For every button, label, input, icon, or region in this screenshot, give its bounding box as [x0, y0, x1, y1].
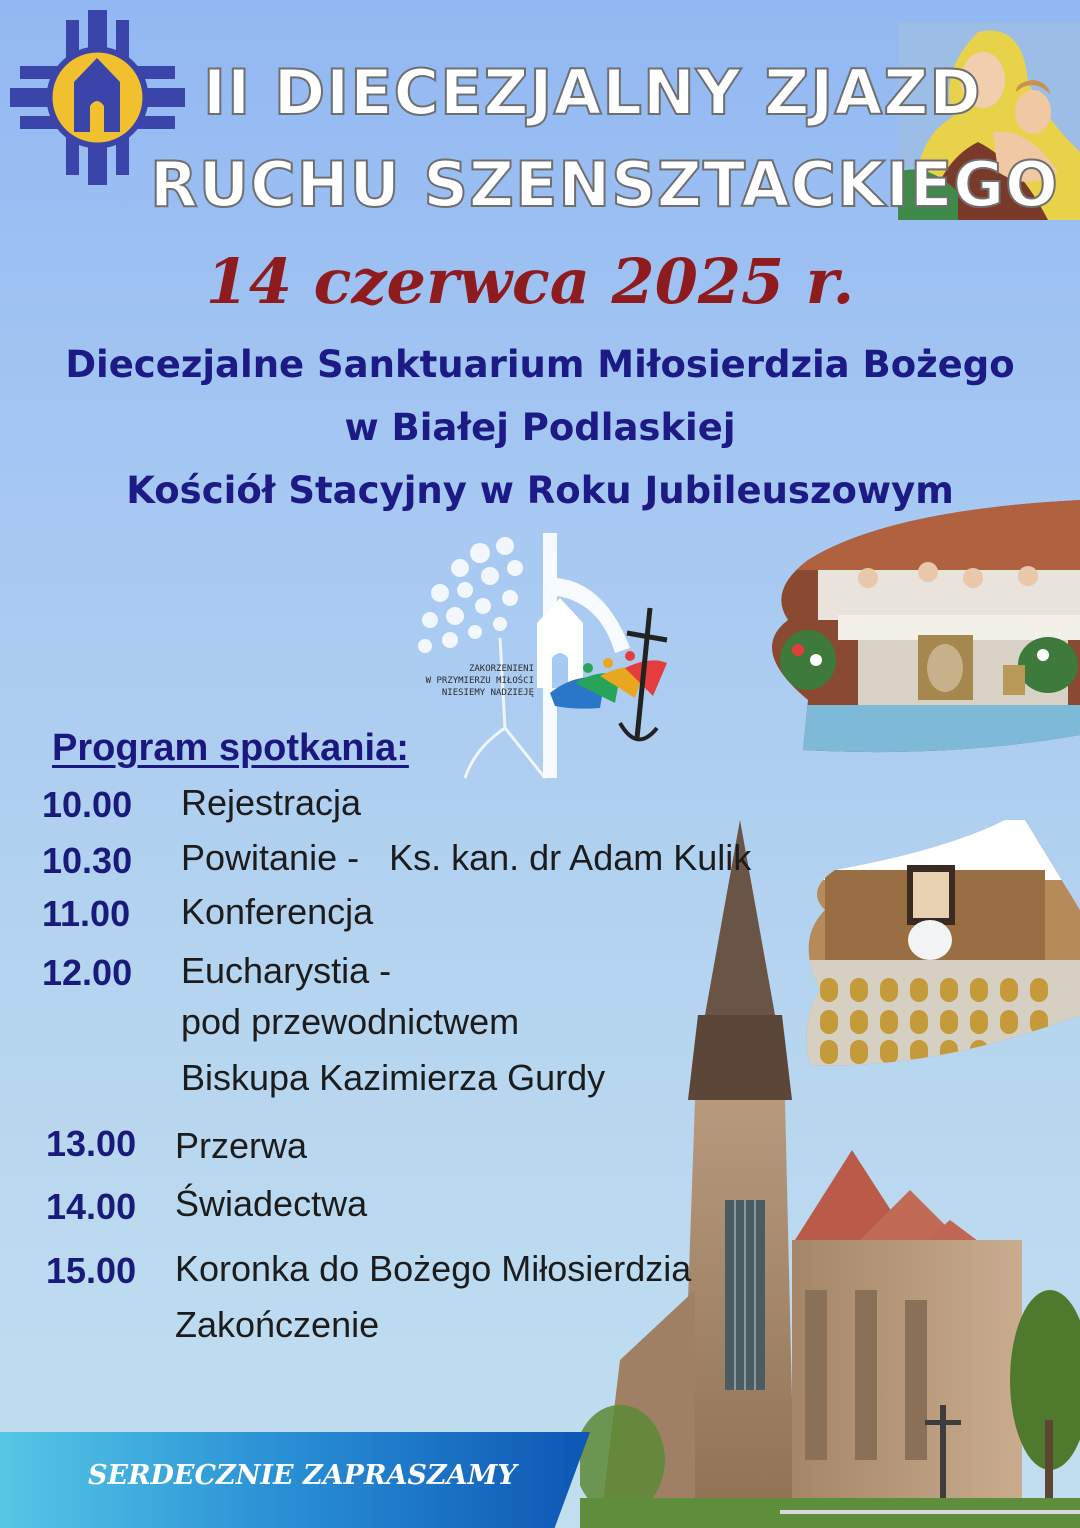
- program-time: 15.00: [46, 1250, 137, 1291]
- tree-cross-icon: [405, 528, 680, 783]
- program-time: 10.30: [42, 840, 133, 881]
- motto-line3: NIESIEMY NADZIEJĘ: [441, 688, 534, 698]
- program-desc: Konferencja: [181, 891, 374, 932]
- program-desc: Zakończenie: [175, 1304, 380, 1345]
- event-title-line1: II DIECEZJALNY ZJAZD: [203, 56, 982, 129]
- program-time: 12.00: [42, 952, 133, 993]
- motto-text: [409, 663, 534, 699]
- program-time: 13.00: [46, 1123, 137, 1164]
- venue-line3: Kościół Stacyjny w Roku Jubileuszowym: [126, 469, 954, 512]
- program-desc: Przerwa: [175, 1125, 308, 1166]
- program-heading: Program spotkania:: [52, 727, 409, 769]
- invitation-text: SERDECZNIE ZAPRASZAMY: [88, 1460, 517, 1491]
- event-title-line2: RUCHU SZENSZTACKIEGO: [150, 148, 1059, 221]
- program-desc: Eucharystia -: [181, 950, 392, 991]
- venue-line2: w Białej Podlaskiej: [344, 406, 736, 449]
- program-desc: Biskupa Kazimierza Gurdy: [181, 1057, 606, 1098]
- program-desc: Powitanie - Ks. kan. dr Adam Kulik: [181, 837, 752, 878]
- event-date: 14 czerwca 2025 r.: [205, 245, 855, 318]
- program-time: 11.00: [42, 893, 131, 934]
- program-desc: Koronka do Bożego Miłosierdzia: [175, 1248, 692, 1289]
- motto-line1: ZAKORZENIENI: [468, 664, 534, 674]
- motto-logo: [405, 528, 680, 783]
- program-desc: Rejestracja: [181, 782, 362, 823]
- chapel-photo: [795, 820, 1080, 1070]
- program-time: 14.00: [46, 1186, 137, 1227]
- altar-photo: [748, 500, 1080, 758]
- program-desc: Świadectwa: [175, 1183, 368, 1224]
- program-desc: pod przewodnictwem: [181, 1001, 520, 1042]
- program-time: 10.00: [42, 784, 133, 825]
- venue-line1: Diecezjalne Sanktuarium Miłosierdzia Bożego: [65, 343, 1015, 386]
- motto-line2: W PRZYMIERZU MIŁOŚCI: [425, 676, 534, 686]
